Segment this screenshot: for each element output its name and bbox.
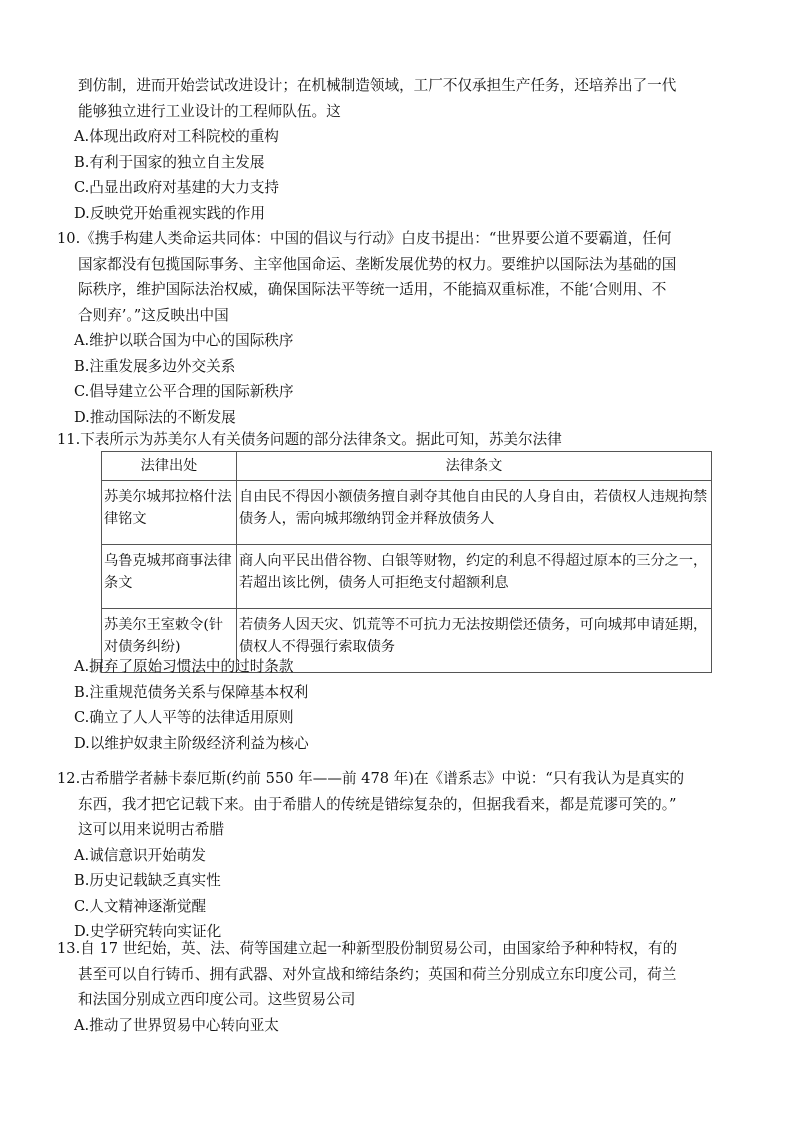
question-13-stem-line: 和法国分别成立西印度公司。这些贸易公司 [78,991,356,1008]
question-9-stem-line: 到仿制，进而开始尝试改进设计；在机械制造领域，工厂不仅承担生产任务，还培养出了一代 [78,77,677,94]
table-header-clause: 法律条文 [237,452,712,481]
question-12-stem-line: 东西，我才把它记载下来。由于希腊人的传统是错综复杂的，但据我看来，都是荒谬可笑的。” [78,795,677,813]
table-cell-clause: 自由民不得因小额债务擅自剥夺其他自由民的人身自由，若债权人违规拘禁债务人，需向城邦缴纳罚金并释放债务人 [237,481,712,545]
question-11 [57,427,741,453]
table-header-row [102,452,712,481]
question-13-stem-line: 13.自 17 世纪始，英、法、荷等国建立起一种新型股份制贸易公司，由国家给予种种特权，有的 [57,940,678,957]
question-11-option-b: B.注重规范债务关系与保障基本权利 [74,683,309,701]
table-row [102,481,712,545]
question-12 [57,766,741,945]
question-12-option-b: B.历史记载缺乏真实性 [74,872,221,889]
table-cell-source: 苏美尔王室敕令(针对债务纠纷) [102,609,237,673]
law-table [101,451,712,673]
question-10-stem-line: 合则弃’。”这反映出中国 [78,306,229,324]
question-12-option-a: A.诚信意识开始萌发 [74,846,206,864]
question-12-stem-line: 这可以用来说明古希腊 [78,821,224,838]
question-13 [57,936,741,1038]
table-cell-source: 苏美尔城邦拉格什法律铭文 [102,481,237,545]
table-cell-clause: 若债务人因天灾、饥荒等不可抗力无法按期偿还债务，可向城邦申请延期，债权人不得强行索取债务 [237,609,712,673]
question-10-option-a: A.维护以联合国为中心的国际秩序 [74,332,294,349]
question-10-stem-line: 10.《携手构建人类命运共同体：中国的倡议与行动》白皮书提出：“世界要公道不要霸道，任何 [57,230,672,247]
question-11-options [57,654,741,756]
question-13-stem-line: 甚至可以自行铸币、拥有武器、对外宣战和缔结条约；英国和荷兰分别成立东印度公司，荷兰 [78,965,677,983]
table-cell-source: 乌鲁克城邦商事法律条文 [102,545,237,609]
question-10-stem-line: 际秩序，维护国际法治权威，确保国际法平等统一适用，不能搞双重标准，不能‘合则用、不 [78,281,667,298]
question-10-option-c: C.倡导建立公平合理的国际新秩序 [74,383,294,400]
question-9-option-a: A.体现出政府对工科院校的重构 [74,128,279,145]
question-9-option-d: D.反映党开始重视实践的作用 [74,204,265,222]
table-header-source: 法律出处 [102,452,237,481]
question-10 [57,226,741,430]
question-9-stem-line: 能够独立进行工业设计的工程师队伍。这 [78,102,341,120]
question-11-option-c: C.确立了人人平等的法律适用原则 [74,709,294,726]
question-11-option-a: A.摒弃了原始习惯法中的过时条款 [74,658,294,675]
question-12-option-c: C.人文精神逐渐觉醒 [74,897,207,915]
question-12-option-d: D.史学研究转向实证化 [74,923,222,940]
question-13-option-a: A.推动了世界贸易中心转向亚太 [74,1016,279,1034]
question-9 [57,73,741,226]
question-9-option-b: B.有利于国家的独立自主发展 [74,153,265,171]
question-9-option-c: C.凸显出政府对基建的大力支持 [74,179,280,196]
question-12-stem-line: 12.古希腊学者赫卡泰厄斯(约前 550 年——前 478 年)在《谱系志》中说：“只有我认为是真实的 [57,770,685,787]
question-11-option-d: D.以维护奴隶主阶级经济利益为核心 [74,734,309,752]
table-cell-clause: 商人向平民出借谷物、白银等财物，约定的利息不得超过原本的三分之一，若超出该比例，债务人可拒绝支付超额利息 [237,545,712,609]
question-10-stem-line: 国家都没有包揽国际事务、主宰他国命运、垄断发展优势的权力。要维护以国际法为基础的国 [78,255,677,273]
table-row [102,545,712,609]
question-10-option-b: B.注重发展多边外交关系 [74,357,236,375]
question-10-option-d: D.推动国际法的不断发展 [74,408,236,426]
question-11-stem-line: 11.下表所示为苏美尔人有关债务问题的部分法律条文。据此可知，苏美尔法律 [57,431,562,448]
